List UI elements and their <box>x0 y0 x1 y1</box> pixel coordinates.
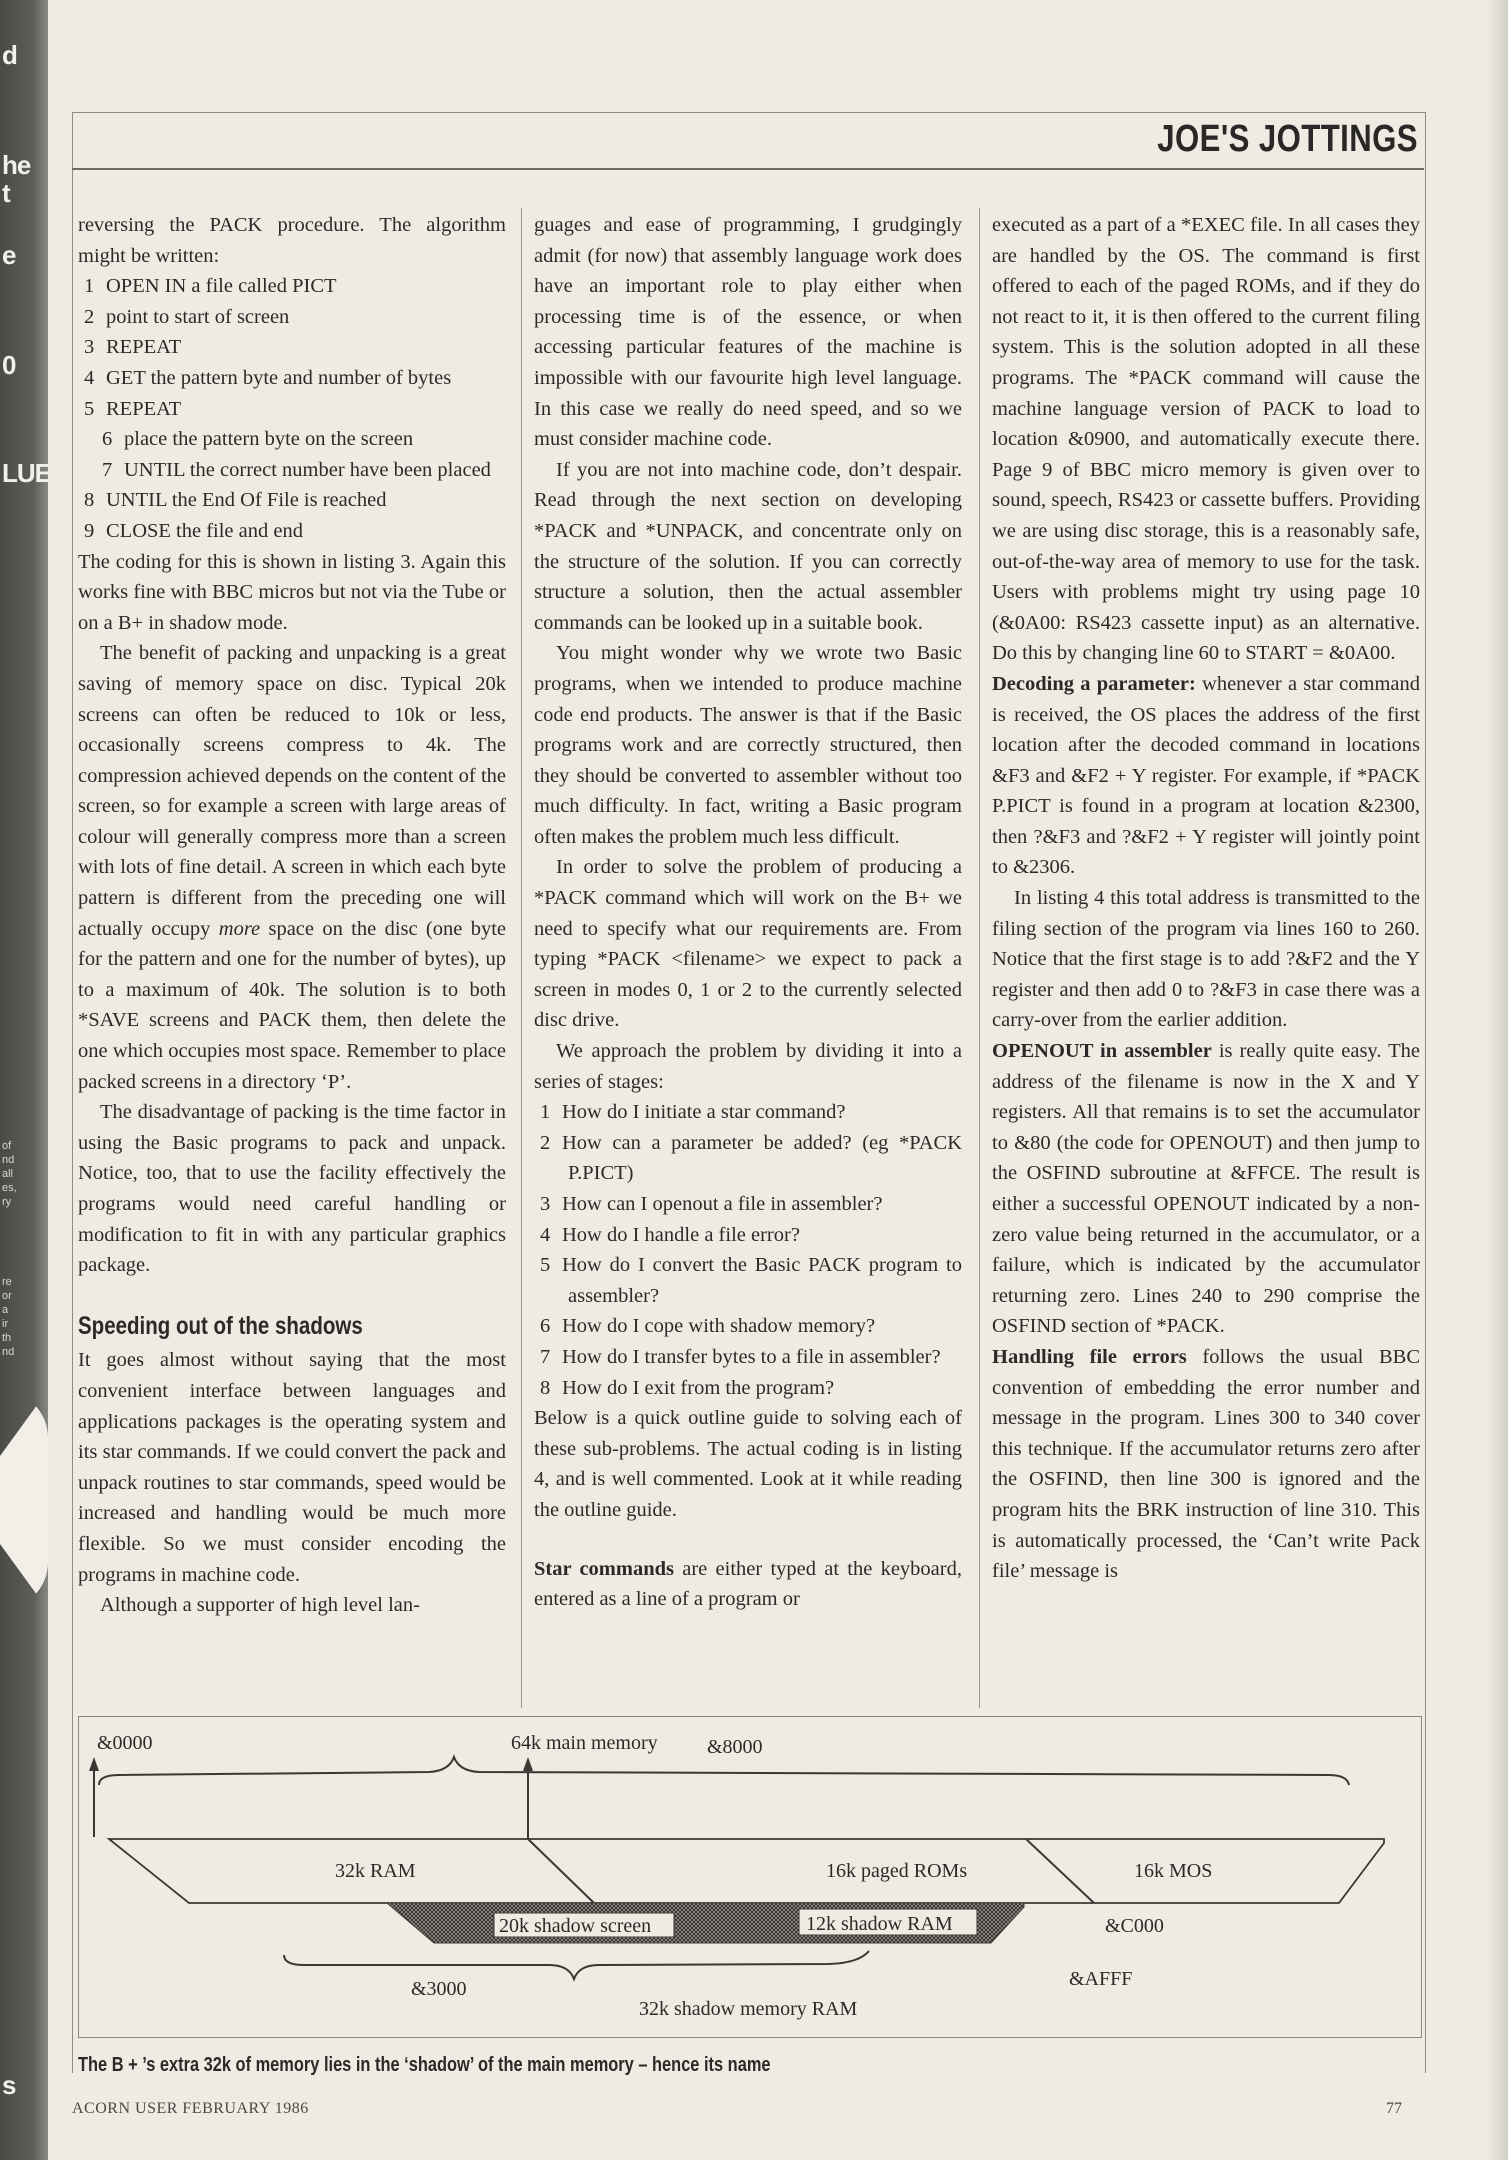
paragraph: You might wonder why we wrote two Basic programs, when we intended to produce machine code end products. The answer is that if the Basic programs work and are correctly structured, then they should be converted to assembler without too much difficulty. In fact, writing a Basic program often makes the problem much less difficult. <box>534 642 962 848</box>
header-rule <box>72 168 1424 170</box>
algorithm-list <box>78 271 506 546</box>
facing-page-fragment: LUE <box>2 458 51 488</box>
facing-page-fragment: es, <box>2 1182 17 1194</box>
facing-page-edge <box>0 0 51 2160</box>
addr-3000-label: &3000 <box>411 1978 467 2000</box>
addr-8000-label: &8000 <box>707 1736 763 1758</box>
figure-caption: The B + ’s extra 32k of memory lies in the ‘shadow’ of the main memory – hence its name <box>78 2054 771 2076</box>
paragraph: Although a supporter of high level lan- <box>100 1594 420 1617</box>
main-memory-brace <box>99 1757 1349 1785</box>
list-item: 6 How do I cope with shadow memory? <box>540 1315 876 1338</box>
list-item: 7 UNTIL the correct number have been placed <box>102 458 491 481</box>
paragraph: The benefit of packing and unpacking is a great saving of memory space on disc. Typical 20k screens can often be reduced to 10k or less, occasionally screens compress to 4k. The compression achieved depends on the content of the screen, so for example a screen with large areas of colour will generally compress more than a screen with lots of fine detail. A screen in which each byte pattern is different from the preceding one will actually occupy more space on the disc (one byte for the pattern and one for the number of bytes), up to a maximum of 40k. The solution is to both *SAVE screens and PACK them, then delete the one which occupies most space. Remember to place packed screens in a directory ‘P’. <box>78 642 506 1093</box>
paragraph: reversing the PACK procedure. The algorithm might be written: <box>78 214 506 267</box>
ram-label: 32k RAM <box>335 1860 416 1882</box>
list-item: 8 How do I exit from the program? <box>540 1376 835 1399</box>
list-item: 8 UNTIL the End Of File is reached <box>84 489 387 512</box>
paragraph: executed as a part of a *EXEC file. In all cases they are handled by the OS. The command is first offered to each of the paged ROMs, and if they do not react to it, it is then offered to the current filing system. This is the solution adopted in all these programs. The *PACK command will cause the machine language version of PACK to load to location &0900, and automatically execute there. Page 9 of BBC micro memory is given over to sound, speech, RS423 or cassette buffers. Providing we are using disc storage, this is a reasonably safe, out-of-the-way area of memory to use for the task. Users with problems might try using page 10 (&0A00: RS423 cassette input) as an alternative. Do this by changing line 60 to START = &0A00. <box>992 214 1420 665</box>
subheading: Speeding out of the shadows <box>78 1311 363 1340</box>
shadow-memory-label: 32k shadow memory RAM <box>639 1998 858 2020</box>
facing-page-fragment: all <box>2 1168 14 1180</box>
mos-label: 16k MOS <box>1134 1860 1213 1882</box>
section-title: JOE'S JOTTINGS <box>1157 118 1418 160</box>
facing-page-graphic <box>0 1390 48 1610</box>
facing-page-fragment: re <box>2 1276 12 1288</box>
article-column-2 <box>534 210 962 1615</box>
facing-page-fragment: d <box>2 40 17 70</box>
arrowhead-8000 <box>523 1757 533 1771</box>
stages-list <box>534 1097 962 1403</box>
facing-page-fragment: of <box>2 1140 12 1152</box>
paragraph: OPENOUT in assembler is really quite easy. The address of the filename is now in the X and Y registers. All that remains is to set the accumulator to &80 (the code for OPENOUT) and then jump to the OSFIND subroutine at &FFCE. The result is either a successful OPENOUT indicated by a non-zero value being returned in the accumulator, or a failure, which is indicated by the accumulator returning zero. Lines 240 to 290 comprise the OSFIND section of *PACK. <box>992 1040 1420 1338</box>
memory-map-diagram <box>79 1717 1421 2037</box>
paragraph: Below is a quick outline guide to solving each of these sub-problems. The actual coding is in listing 4, and is well commented. Look at it while reading the outline guide. <box>534 1407 962 1521</box>
list-item: 9 CLOSE the file and end <box>84 519 303 542</box>
paragraph: Decoding a parameter: whenever a star command is received, the OS places the address of the first location after the decoded command in locations &F3 and &F2 + Y register. For example, if *PACK P.PICT is found in a program at location &2300, then ?&F3 and ?&F2 + Y register will jointly point to &2306. <box>992 672 1420 879</box>
facing-page-fragment: or <box>2 1290 12 1302</box>
shadow-ram-label: 12k shadow RAM <box>806 1913 953 1935</box>
list-item: 6 place the pattern byte on the screen <box>102 428 414 451</box>
facing-page-fragment: a <box>2 1304 9 1316</box>
shadow-screen-label: 20k shadow screen <box>499 1915 652 1937</box>
list-item: 2 How can a parameter be added? (eg *PACK P.PICT) <box>540 1131 962 1185</box>
facing-page-fragment: ir <box>2 1318 9 1330</box>
paragraph: In listing 4 this total address is transmitted to the filing section of the program via lines 160 to 260. Notice that the first stage is to add ?&F2 and the Y register and then add 0 to ?&F3 in case there was a carry-over from the earlier addition. <box>992 887 1420 1032</box>
column-divider <box>521 208 522 1708</box>
addr-afff-label: &AFFF <box>1069 1968 1133 1990</box>
list-item: 2 point to start of screen <box>84 305 290 328</box>
facing-page-fragment: 0 <box>2 350 16 380</box>
list-item: 4 GET the pattern byte and number of bytes <box>84 366 452 389</box>
facing-page-fragment: e <box>2 240 16 270</box>
page-curl-shadow <box>1486 0 1508 2160</box>
paragraph: If you are not into machine code, don’t despair. Read through the next section on developing *PACK and *UNPACK, and concentrate only on the structure of the solution. If you can correctly structure a solution, then the actual assembler commands can be looked up in a suitable book. <box>534 458 962 634</box>
list-item: 5 How do I convert the Basic PACK program to assembler? <box>540 1254 962 1307</box>
facing-page-fragment: t <box>2 178 10 208</box>
list-item: 3 How can I openout a file in assembler? <box>540 1193 883 1215</box>
paragraph: Handling file errors follows the usual BBC convention of embedding the error number and message in the program. Lines 300 to 340 cover this technique. If the accumulator returns zero after the OSFIND, then line 300 is ignored and the program hits the BRK instruction of line 310. This is automatically processed, the ‘Can’t write Pack file’ message is <box>992 1345 1420 1583</box>
memory-map-figure <box>78 1716 1422 2038</box>
mos-divider <box>1026 1839 1094 1903</box>
paged-roms-label: 16k paged ROMs <box>826 1860 968 1882</box>
facing-page-fragment: ry <box>2 1196 12 1208</box>
list-item: 4 How do I handle a file error? <box>540 1223 800 1246</box>
main-memory-label: 64k main memory <box>511 1732 658 1754</box>
list-item: 7 How do I transfer bytes to a file in assembler? <box>540 1345 941 1368</box>
page-number: 77 <box>1386 2100 1402 2117</box>
paragraph: Star commands are either typed at the keyboard, entered as a line of a program or <box>534 1557 962 1611</box>
list-item: 5 REPEAT <box>84 397 182 420</box>
addr-0000-label: &0000 <box>97 1732 153 1754</box>
publication-footer: ACORN USER FEBRUARY 1986 <box>72 2100 309 2117</box>
facing-page-fragment: nd <box>2 1346 15 1358</box>
list-item: 1 OPEN IN a file called PICT <box>84 275 337 298</box>
paragraph: guages and ease of programming, I grudgingly admit (for now) that assembly language work does have an important role to play either when processing time is of the essence, or when accessing particular features of the machine is impossible with our favourite high level language. In this case we really do need speed, and so we must consider machine code. <box>534 214 962 451</box>
paragraph: The coding for this is shown in listing 3. Again this works fine with BBC micros but not via the Tube or on a B+ in shadow mode. <box>78 550 506 634</box>
facing-page-fragment: he <box>2 150 31 180</box>
paragraph: We approach the problem by dividing it into a series of stages: <box>534 1040 962 1093</box>
arrowhead-0000 <box>89 1757 99 1771</box>
article-column-1 <box>78 210 506 1621</box>
column-divider <box>979 208 980 1708</box>
paragraph: The disadvantage of packing is the time factor in using the Basic programs to pack and unpack. Notice, too, that to use the facility effectively the programs would need careful handling or modification to fit in with any particular graphics package. <box>78 1101 506 1277</box>
facing-page-fragment: th <box>2 1332 12 1344</box>
paragraph: It goes almost without saying that the most convenient interface between languages and applications packages is the operating system and its star commands. If we could convert the pack and unpack routines to star commands, speed would be increased and handling would be much more flexible. So we must consider encoding the programs in machine code. <box>78 1349 506 1586</box>
paragraph: In order to solve the problem of producing a *PACK command which will work on the B+ we need to specify what our requirements are. From typing *PACK <filename> we expect to pack a screen in modes 0, 1 or 2 to the currently selected disc drive. <box>534 856 962 1032</box>
article-column-3 <box>992 210 1420 1587</box>
facing-page-fragment: nd <box>2 1154 15 1166</box>
rom-divider <box>528 1839 594 1903</box>
list-item: 1 How do I initiate a star command? <box>540 1101 846 1124</box>
facing-page-fragment: s <box>2 2070 16 2100</box>
shadow-memory-brace <box>284 1951 869 1979</box>
list-item: 3 REPEAT <box>84 336 182 359</box>
addr-c000-label: &C000 <box>1105 1915 1164 1937</box>
